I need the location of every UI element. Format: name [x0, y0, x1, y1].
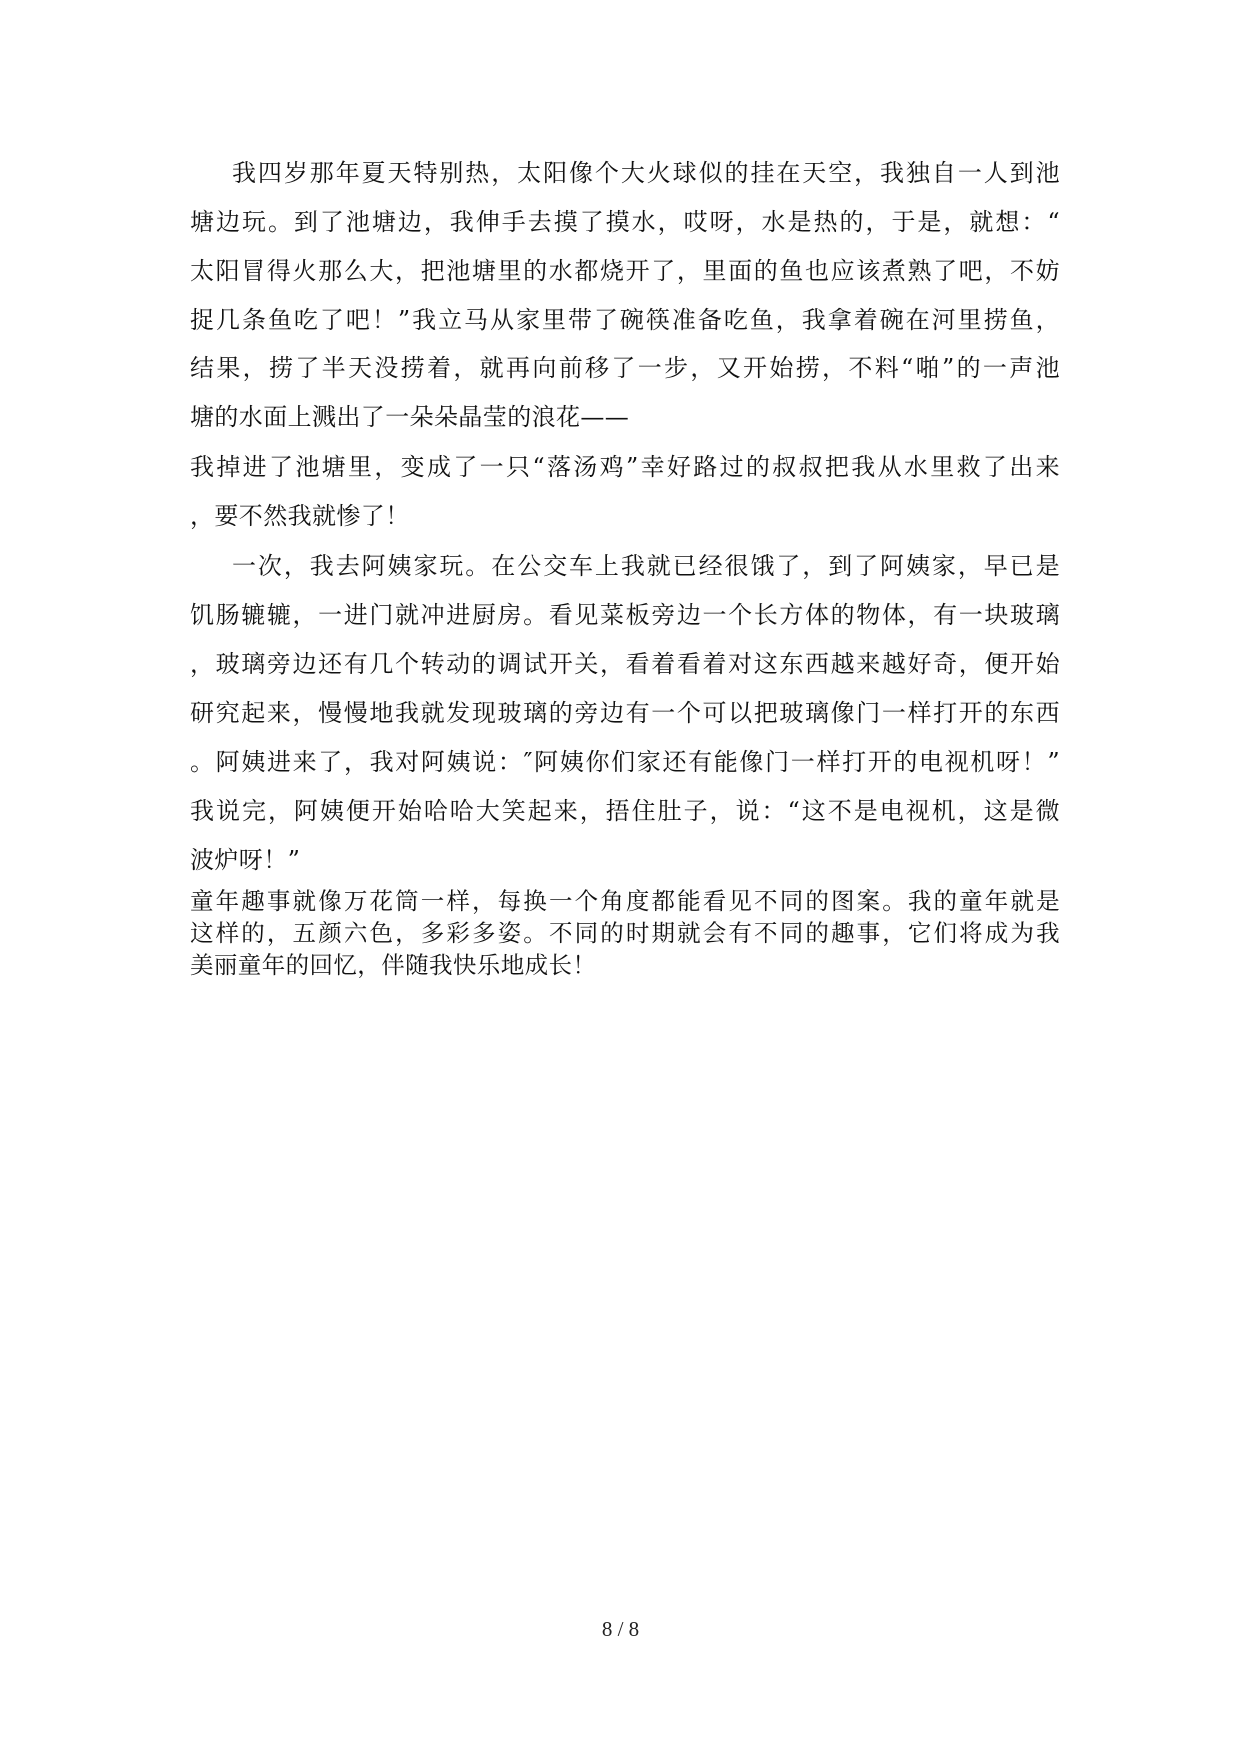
paragraph-4-line-3: 美丽童年的回忆，伴随我快乐地成长！	[190, 951, 597, 979]
paragraph-2-line-2: ，要不然我就惨了！	[190, 502, 410, 530]
page-number: 8 / 8	[601, 1617, 640, 1641]
paragraph-3-line-4: 研究起来，慢慢地我就发现玻璃的旁边有一个可以把玻璃像门一样打开的东西	[190, 699, 1060, 727]
paragraph-3-line-1: 一次，我去阿姨家玩。在公交车上我就已经很饿了，到了阿姨家，早已是	[232, 552, 1060, 580]
paragraph-4-line-1: 童年趣事就像万花筒一样，每换一个角度都能看见不同的图案。我的童年就是	[190, 887, 1060, 915]
paragraph-3-line-2: 饥肠辘辘，一进门就冲进厨房。看见菜板旁边一个长方体的物体，有一块玻璃	[190, 601, 1060, 629]
paragraph-3-line-6: 我说完，阿姨便开始哈哈大笑起来，捂住肚子，说：“这不是电视机，这是微	[190, 797, 1060, 825]
paragraph-3-line-7: 波炉呀！”	[190, 846, 301, 874]
paragraph-1-line-6: 塘的水面上溅出了一朵朵晶莹的浪花——	[190, 403, 630, 431]
paragraph-4-line-2: 这样的，五颜六色，多彩多姿。不同的时期就会有不同的趣事，它们将成为我	[190, 919, 1060, 947]
paragraph-1-line-5: 结果，捞了半天没捞着，就再向前移了一步，又开始捞，不料“啪”的一声池	[190, 354, 1060, 382]
paragraph-1-line-1: 我四岁那年夏天特别热，太阳像个大火球似的挂在天空，我独自一人到池	[232, 159, 1060, 187]
paragraph-1-line-3: 太阳冒得火那么大，把池塘里的水都烧开了，里面的鱼也应该煮熟了吧，不妨	[190, 257, 1060, 285]
paragraph-2-line-1: 我掉进了池塘里，变成了一只“落汤鸡”幸好路过的叔叔把我从水里救了出来	[190, 453, 1060, 481]
paragraph-1-line-4: 捉几条鱼吃了吧！”我立马从家里带了碗筷准备吃鱼，我拿着碗在河里捞鱼，	[190, 306, 1060, 334]
paragraph-3-line-5: 。阿姨进来了，我对阿姨说：″阿姨你们家还有能像门一样打开的电视机呀！”	[190, 748, 1060, 776]
paragraph-1-line-2: 塘边玩。到了池塘边，我伸手去摸了摸水，哎呀，水是热的，于是，就想：“	[190, 208, 1060, 236]
paragraph-3-line-3: ，玻璃旁边还有几个转动的调试开关，看着看着对这东西越来越好奇，便开始	[190, 650, 1060, 678]
